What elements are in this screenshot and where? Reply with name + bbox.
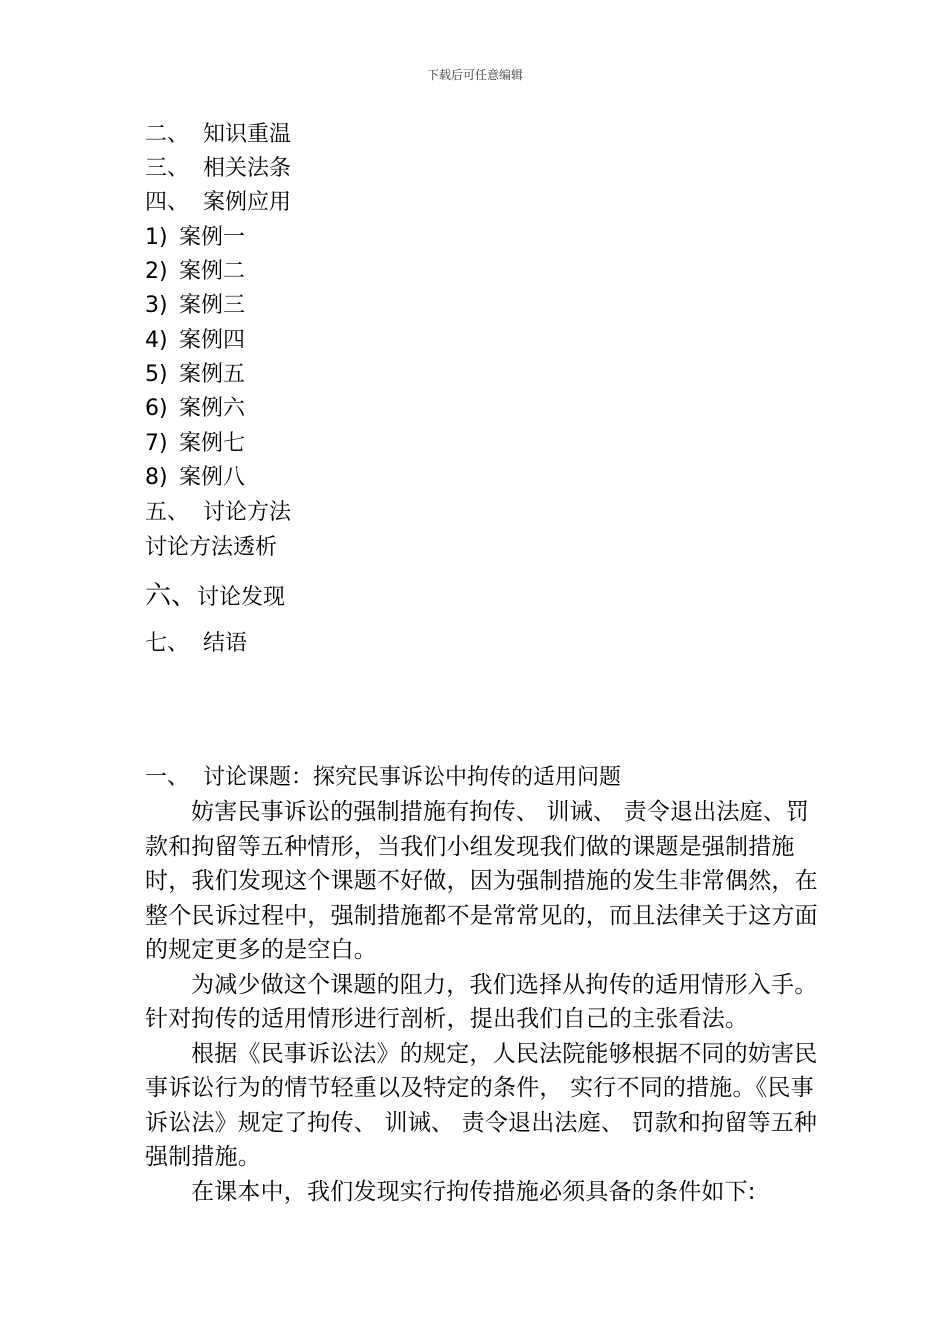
toc-item-case-4 bbox=[145, 326, 245, 356]
body-paragraph: 妨害民事诉讼的强制措施有拘传、 训诫、 责令退出法庭、罚款和拘留等五种情形，当我们小组发现我们做的课题是强制措施时，我们发现这个课题不好做，因为强制措施的发生非常偶然，在整个民诉过程中，强制措施都不是常常见的，而且法律关于这方面的规定更多的是空白。 bbox=[145, 799, 818, 963]
toc-item-case-application bbox=[145, 188, 291, 218]
toc-item-label: 案例三 bbox=[179, 293, 246, 318]
toc-item-label: 案例六 bbox=[179, 396, 246, 421]
toc-item-number: 四、 bbox=[145, 190, 190, 215]
toc-item-case-2 bbox=[145, 257, 245, 287]
toc-item-label: 案例八 bbox=[179, 465, 246, 490]
toc-item-label: 案例五 bbox=[179, 362, 246, 387]
toc-item-number: 8) bbox=[145, 465, 168, 490]
section-number: 一、 bbox=[145, 765, 190, 790]
toc-item-case-1 bbox=[145, 223, 245, 253]
page-header-note: 下载后可任意编辑 bbox=[426, 68, 523, 82]
toc-item-conclusion bbox=[145, 629, 247, 659]
toc-item-number: 7) bbox=[145, 431, 168, 456]
toc-item-number: 二、 bbox=[145, 122, 190, 147]
toc-item-discussion-findings bbox=[145, 581, 285, 613]
toc-item-number: 3) bbox=[145, 293, 168, 318]
body-paragraph: 在课本中，我们发现实行拘传措施必须具备的条件如下: bbox=[191, 1178, 756, 1205]
toc-item-number: 五、 bbox=[145, 500, 190, 525]
toc-item-number: 七、 bbox=[145, 631, 190, 656]
toc-item-case-8 bbox=[145, 463, 245, 493]
section-body bbox=[145, 795, 825, 1209]
toc-item-number: 六、 bbox=[145, 581, 198, 611]
toc-item-label: 案例七 bbox=[179, 431, 246, 456]
toc-item-knowledge-review bbox=[145, 120, 291, 150]
toc-item-label: 结语 bbox=[203, 631, 248, 656]
toc-item-number: 5) bbox=[145, 362, 168, 387]
toc-item-number: 2) bbox=[145, 259, 168, 284]
toc-item-label: 讨论发现 bbox=[197, 585, 286, 610]
toc-item-case-6 bbox=[145, 394, 245, 424]
body-paragraph: 根据《民事诉讼法》的规定，人民法院能够根据不同的妨害民事诉讼行为的情节轻重以及特定的条件， 实行不同的措施。《民事诉讼法》规定了拘传、 训诫、 责令退出法庭、 罚款和拘留等五种强制措施。 bbox=[145, 1040, 818, 1170]
toc-item-label: 相关法条 bbox=[203, 156, 292, 181]
section-title-text: 讨论课题：探究民事诉讼中拘传的适用问题 bbox=[203, 765, 622, 790]
toc-item-method-analysis bbox=[145, 533, 277, 563]
toc-item-number: 4) bbox=[145, 328, 168, 353]
toc-item-case-7 bbox=[145, 429, 245, 459]
toc-item-label: 讨论方法透析 bbox=[145, 535, 278, 560]
toc-item-label: 知识重温 bbox=[203, 122, 292, 147]
body-paragraph: 为减少做这个课题的阻力，我们选择从拘传的适用情形入手。针对拘传的适用情形进行剖析，提出我们自己的主张看法。 bbox=[145, 971, 818, 1032]
toc-item-label: 案例应用 bbox=[203, 190, 292, 215]
toc-item-label: 案例四 bbox=[179, 328, 246, 353]
toc-item-related-laws bbox=[145, 154, 291, 184]
toc-item-case-5 bbox=[145, 360, 245, 390]
toc-item-number: 三、 bbox=[145, 156, 190, 181]
toc-item-label: 案例一 bbox=[179, 225, 246, 250]
toc-item-case-3 bbox=[145, 291, 245, 321]
toc-item-label: 案例二 bbox=[179, 259, 246, 284]
toc-item-label: 讨论方法 bbox=[203, 500, 292, 525]
toc-item-number: 6) bbox=[145, 396, 168, 421]
toc-item-discussion-method bbox=[145, 498, 291, 528]
toc-item-number: 1) bbox=[145, 225, 168, 250]
section-heading bbox=[145, 763, 621, 793]
